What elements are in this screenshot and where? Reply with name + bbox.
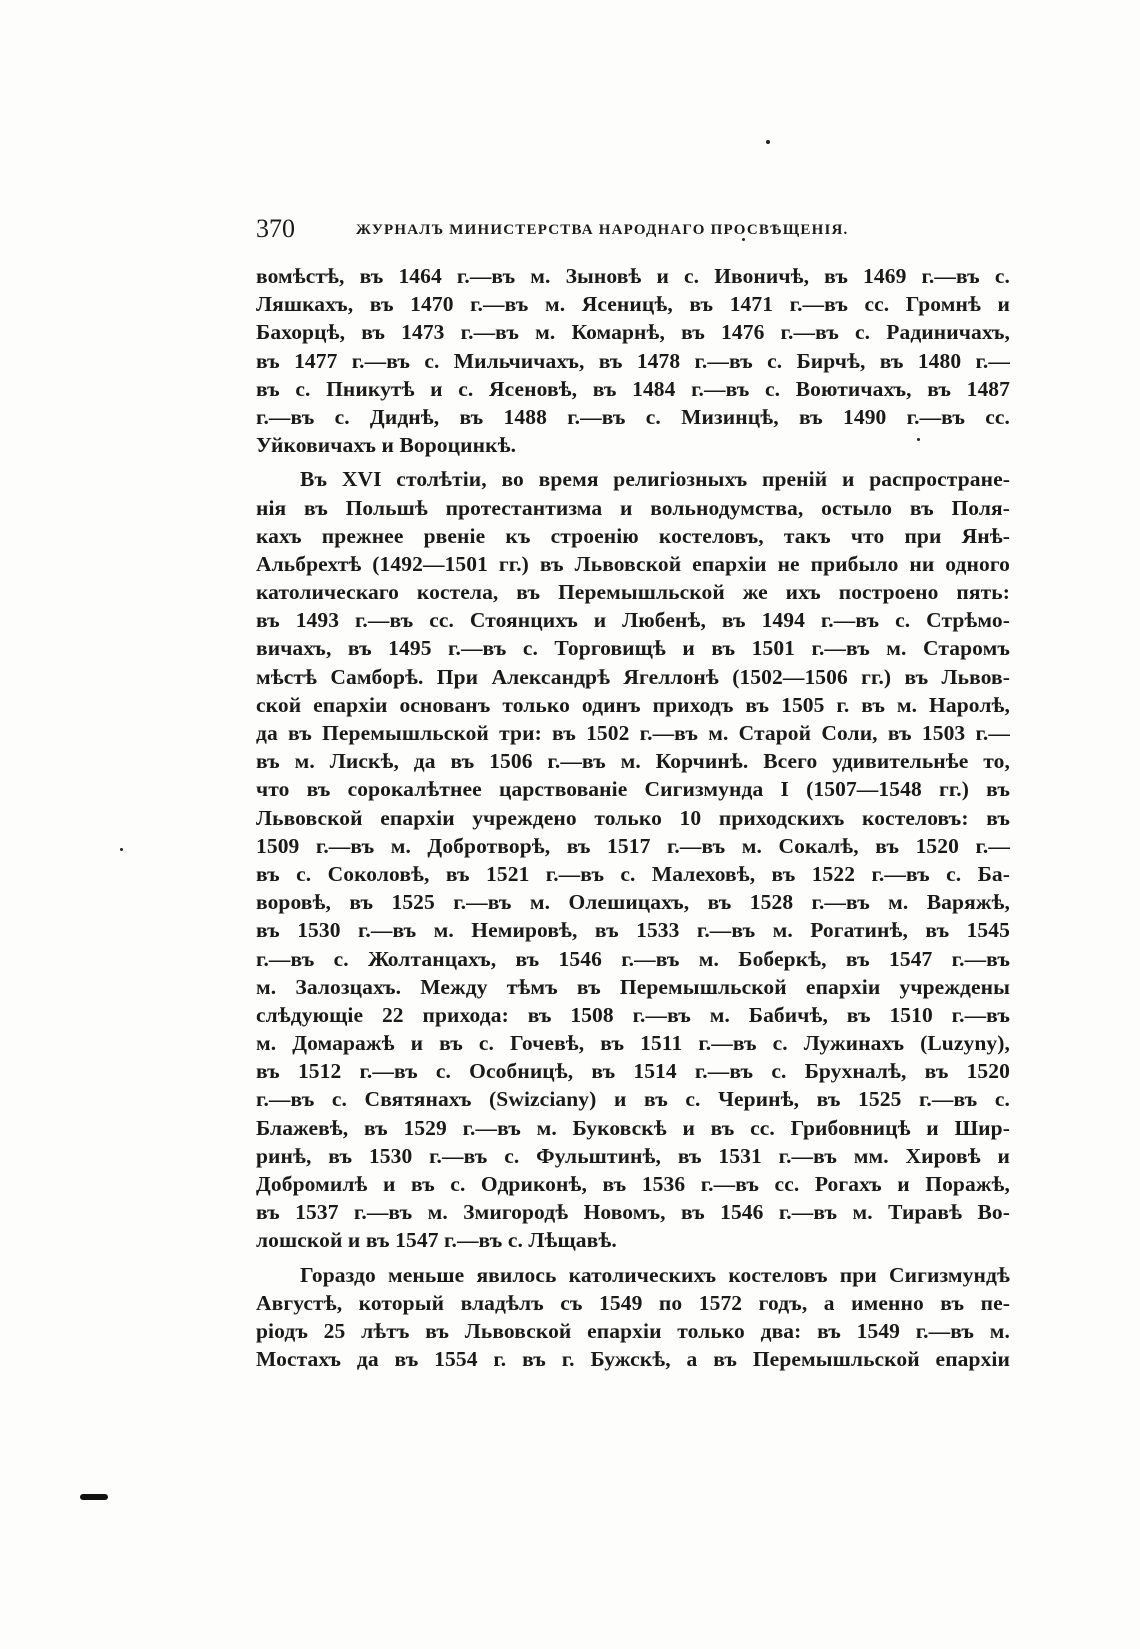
scan-speck xyxy=(917,438,920,441)
text-line: Уйковичахъ и Вороцинкѣ. xyxy=(256,433,517,458)
text-line: Мостахъ да въ 1554 г. въ г. Бужскѣ, а въ Перемышльской епархіи xyxy=(256,1347,1010,1372)
text-line: Въ XVI столѣтіи, во время религіозныхъ преній и распростране- xyxy=(300,467,1010,492)
paragraph-2 xyxy=(256,465,1010,1254)
page-number: 370 xyxy=(256,214,295,243)
text-line: мѣстѣ Самборѣ. При Александрѣ Ягеллонѣ (1502—1506 гг.) въ Львов- xyxy=(256,664,1010,689)
text-line: Ляшкахъ, въ 1470 г.—въ м. Ясеницѣ, въ 1471 г.—въ сс. Громнѣ и xyxy=(256,292,1010,317)
text-line: вомѣстѣ, въ 1464 г.—въ м. Зыновѣ и с. Ивоничѣ, въ 1469 г.—въ с. xyxy=(256,264,1010,288)
running-title: ЖУРНАЛЪ МИНИСТЕРСТВА НАРОДНАГО ПРОСВѢЩЕНІЯ. xyxy=(356,222,849,238)
text-line: католическаго костела, въ Перемышльской же ихъ построено пять: xyxy=(256,580,1010,605)
text-line: Гораздо меньше явилось католическихъ костеловъ при Сигизмундѣ xyxy=(300,1262,1010,1287)
body-text xyxy=(256,262,1010,1373)
text-line: Августѣ, который владѣлъ съ 1549 по 1572 годъ, а именно въ пе- xyxy=(256,1290,1010,1315)
text-line: 1509 г.—въ м. Добротворѣ, въ 1517 г.—въ м. Сокалѣ, въ 1520 г.— xyxy=(256,833,1010,858)
text-line: м. Домаражѣ и въ с. Гочевѣ, въ 1511 г.—въ с. Лужинахъ (Luzyny), xyxy=(256,1031,1010,1056)
text-line: въ с. Соколовѣ, въ 1521 г.—въ с. Малеховѣ, въ 1522 г.—въ с. Ба- xyxy=(256,861,1010,886)
text-line: г.—въ с. Жолтанцахъ, въ 1546 г.—въ м. Боберкѣ, въ 1547 г.—въ xyxy=(256,946,1010,971)
text-line: ской епархіи основанъ только одинъ приходъ въ 1505 г. въ м. Наролѣ, xyxy=(256,692,1010,717)
text-line: Альбрехтѣ (1492—1501 гг.) въ Львовской епархіи не прибыло ни одного xyxy=(256,551,1010,576)
text-line: воровѣ, въ 1525 г.—въ м. Олешицахъ, въ 1528 г.—въ м. Варяжѣ, xyxy=(256,890,1010,915)
text-line: слѣдующіе 22 прихода: въ 1508 г.—въ м. Бабичѣ, въ 1510 г.—въ xyxy=(256,1002,1010,1027)
text-line: въ 1493 г.—въ сс. Стоянцихъ и Любенѣ, въ 1494 г.—въ с. Стрѣмо- xyxy=(256,608,1010,633)
text-line: г.—въ с. Диднѣ, въ 1488 г.—въ с. Мизинцѣ, въ 1490 г.—въ сс. xyxy=(256,404,1010,429)
text-line: въ м. Лискѣ, да въ 1506 г.—въ м. Корчинѣ. Всего удивительнѣе то, xyxy=(256,749,1010,774)
scan-speck xyxy=(120,848,123,851)
paragraph-3 xyxy=(256,1261,1010,1374)
text-line: лошской и въ 1547 г.—въ с. Лѣщавѣ. xyxy=(256,1228,617,1253)
text-line: въ 1537 г.—въ м. Змигородѣ Новомъ, въ 1546 г.—въ м. Тиравѣ Во- xyxy=(256,1200,1010,1225)
text-line: да въ Перемышльской три: въ 1502 г.—въ м. Старой Соли, въ 1503 г.— xyxy=(256,721,1010,745)
text-line: Бахорцѣ, въ 1473 г.—въ м. Комарнѣ, въ 1476 г.—въ с. Радиничахъ, xyxy=(256,320,1010,345)
paragraph-1 xyxy=(256,262,1010,459)
text-line: кахъ прежнее рвеніе къ строенію костеловъ, такъ что при Янѣ- xyxy=(256,523,1010,548)
text-line: въ 1477 г.—въ с. Мильчичахъ, въ 1478 г.—въ с. Бирчѣ, въ 1480 г.— xyxy=(256,348,1010,373)
text-line: Блажевѣ, въ 1529 г.—въ м. Буковскѣ и въ сс. Грибовницѣ и Шир- xyxy=(256,1115,1010,1140)
text-line: Добромилѣ и въ с. Одриконѣ, въ 1536 г.—въ сс. Рогахъ и Поражѣ, xyxy=(256,1172,1010,1196)
text-line: г.—въ с. Святянахъ (Swizciany) и въ с. Черинѣ, въ 1525 г.—въ с. xyxy=(256,1087,1010,1112)
text-line: м. Залозцахъ. Между тѣмъ въ Перемышльской епархіи учреждены xyxy=(256,974,1010,999)
scan-speck xyxy=(742,238,745,241)
scan-mark xyxy=(80,1494,108,1500)
text-line: въ с. Пникутѣ и с. Ясеновѣ, въ 1484 г.—въ с. Воютичахъ, въ 1487 xyxy=(256,376,1010,401)
text-line: ринѣ, въ 1530 г.—въ с. Фульштинѣ, въ 1531 г.—въ мм. Хировѣ и xyxy=(256,1143,1010,1168)
text-line: въ 1512 г.—въ с. Особницѣ, въ 1514 г.—въ с. Брухналѣ, въ 1520 xyxy=(256,1059,1010,1084)
text-line: Львовской епархіи учреждено только 10 приходскихъ костеловъ: въ xyxy=(256,805,1010,830)
text-line: нія въ Польшѣ протестантизма и вольнодумства, остыло въ Поля- xyxy=(256,495,1010,520)
scan-speck xyxy=(766,140,770,144)
text-line: въ 1530 г.—въ м. Немировѣ, въ 1533 г.—въ м. Рогатинѣ, въ 1545 xyxy=(256,918,1010,943)
text-line: что въ сорокалѣтнее царствованіе Сигизмунда I (1507—1548 гг.) въ xyxy=(256,777,1010,802)
page-header xyxy=(256,214,1010,244)
text-line: вичахъ, въ 1495 г.—въ с. Торговищѣ и въ 1501 г.—въ м. Старомъ xyxy=(256,636,1010,661)
text-line: ріодъ 25 лѣтъ въ Львовской епархіи только два: въ 1549 г.—въ м. xyxy=(256,1318,1010,1343)
